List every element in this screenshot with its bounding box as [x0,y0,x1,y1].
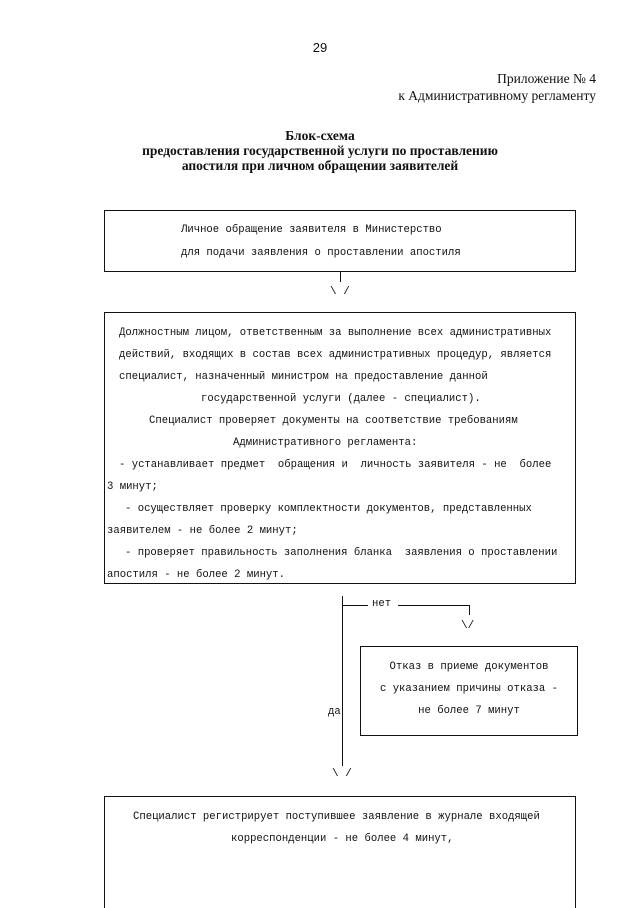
arrow-down-icon: \ / [330,286,350,298]
title-line-1: Блок-схема [285,128,355,143]
box2-line-1: Должностным лицом, ответственным за выполнение всех административных [119,327,552,339]
box3-line-1: Отказ в приеме документов [389,661,549,673]
box2-line-5: Специалист проверяет документы на соответствие требованиям [149,415,518,427]
flow-box-document-check [104,312,576,584]
box3-line-2: с указанием причины отказа - [379,683,558,695]
box2-line-12: апостиля - не более 2 минут. [107,569,286,581]
box2-line-11: - проверяет правильность заполнения бланка заявления о проставлении [125,547,558,559]
connector-no-drop [469,605,470,615]
box2-line-3: специалист, назначенный министром на предоставление данной [119,371,488,383]
box3-line-3: не более 7 минут [418,705,520,717]
appendix-line-1: Приложение № 4 [497,71,596,86]
box2-line-7: - устанавливает предмет обращения и личность заявителя - не более [119,459,552,471]
box2-line-4: государственной услуги (далее - специалист). [201,393,481,405]
box2-line-8: 3 минут; [107,481,158,493]
document-title [0,128,640,173]
box2-line-9: - осуществляет проверку комплектности документов, представленных [125,503,532,515]
title-line-3: апостиля при личном обращении заявителей [181,158,459,173]
title-line-2: предоставления государственной услуги по проставлению [142,143,498,158]
flow-box-refusal [360,646,578,736]
box2-line-10: заявителем - не более 2 минут; [107,525,298,537]
arrow-down-icon-2: \ / [332,768,352,780]
branch-yes-label: да [328,706,341,718]
connector-yes-line [342,596,343,766]
branch-no-label: нет [372,598,392,610]
box4-line-1: Специалист регистрирует поступившее заявление в журнале входящей [133,811,540,823]
box2-line-6: Административного регламента: [233,437,418,449]
appendix-reference [398,70,596,104]
box1-line-1: Личное обращение заявителя в Министерство [181,224,442,236]
box4-line-2: корреспонденции - не более 4 минут, [231,833,454,845]
box2-line-2: действий, входящих в состав всех административных процедур, является [119,349,552,361]
connector-line [340,272,341,282]
box1-line-2: для подачи заявления о проставлении апостиля [181,247,461,259]
connector-no-line-left [342,605,368,606]
arrow-down-small-icon: \/ [461,620,475,632]
appendix-line-2: к Административному регламенту [398,88,596,103]
flow-box-personal-appeal [104,210,576,272]
page-number: 29 [312,40,328,55]
flow-box-registration [104,796,576,908]
connector-no-line-right [398,605,470,606]
